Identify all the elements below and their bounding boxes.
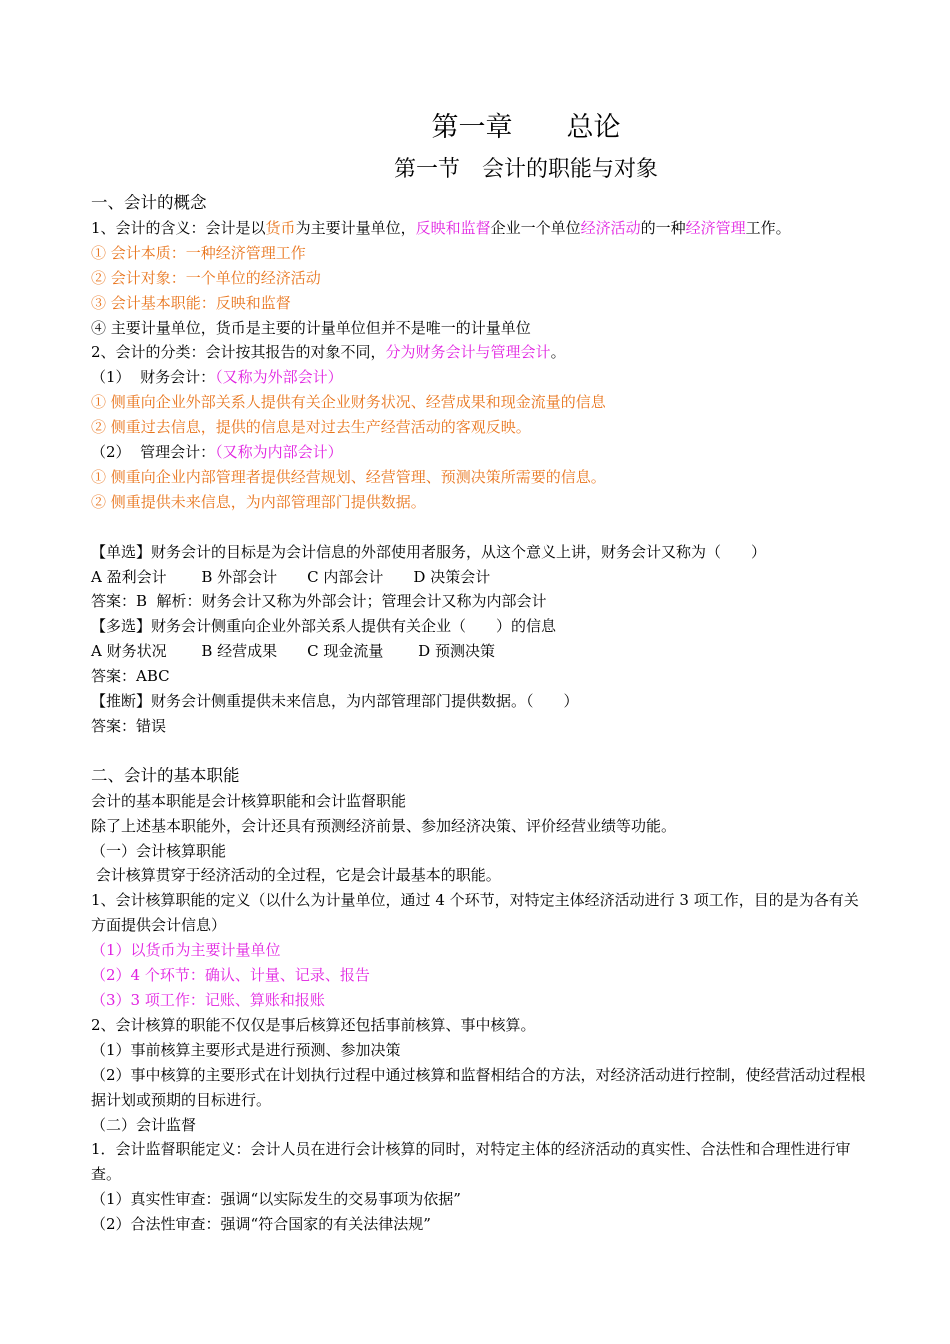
accounting-point-1: （1）以货币为主要计量单位: [91, 941, 281, 960]
authenticity-review: （1）真实性审查：强调“以实际发生的交易事项为依据”: [91, 1190, 461, 1209]
accounting-definition: 1、会计核算职能的定义（以什么为计量单位，通过 4 个环节，对特定主体经济活动进行 3 项工作，目的是为各有关方面提供会计信息）: [91, 891, 859, 935]
management-point-1: ① 侧重向企业内部管理者提供经营规划、经营管理、预测决策所需要的信息。: [91, 467, 606, 486]
section-title: 第一节 会计的职能与对象: [393, 157, 658, 182]
quiz-multi-answer: 答案：ABC: [91, 667, 170, 686]
heading-basic-functions: 二、会计的基本职能: [91, 765, 240, 785]
classification: 2、会计的分类：会计按其报告的对象不同，分为财务会计与管理会计。: [91, 343, 566, 362]
accounting-point-2: （2）4 个环节：确认、计量、记录、报告: [91, 966, 370, 985]
other-functions-line: 除了上述基本职能外，会计还具有预测经济前景、参加经济决策、评价经营业绩等功能。: [91, 816, 677, 835]
quiz-judge: 【推断】财务会计侧重提供未来信息，为内部管理部门提供数据。（ ）: [91, 692, 579, 711]
note-function: ③ 会计基本职能：反映和监督: [91, 293, 291, 312]
spacer: [91, 739, 871, 764]
quiz-single-answer: 答案：B 解析：财务会计又称为外部会计；管理会计又称为内部会计: [91, 592, 547, 611]
pre-accounting: （1）事前核算主要形式是进行预测、参加决策: [91, 1040, 401, 1059]
heading-accounting-function: （一）会计核算职能: [91, 841, 227, 860]
quiz-single-choice: 【单选】财务会计的目标是为会计信息的外部使用者服务，从这个意义上讲，财务会计又称为（ ）: [91, 542, 767, 561]
chapter-title: 第一章 总论: [431, 112, 621, 143]
accounting-scope: 2、会计核算的职能不仅仅是事后核算还包括事前核算、事中核算。: [91, 1015, 536, 1034]
document-page: [91, 108, 871, 1237]
financial-point-2: ② 侧重过去信息，提供的信息是对过去生产经营活动的客观反映。: [91, 418, 531, 437]
accounting-basic-line: 会计核算贯穿于经济活动的全过程，它是会计最基本的职能。: [91, 866, 501, 885]
note-essence: ① 会计本质：一种经济管理工作: [91, 243, 306, 262]
note-object: ② 会计对象：一个单位的经济活动: [91, 268, 321, 287]
mid-accounting: （2）事中核算的主要形式在计划执行过程中通过核算和监督相结合的方法，对经济活动进行控制，使经营活动过程根据计划或预期的目标进行。: [91, 1065, 866, 1109]
basic-functions-line: 会计的基本职能是会计核算职能和会计监督职能: [91, 791, 407, 810]
heading-supervision: （二）会计监督: [91, 1115, 197, 1134]
quiz-multi-options: A 财务状况 B 经营成果 C 现金流量 D 预测决策: [91, 642, 495, 661]
accounting-point-3: （3）3 项工作：记账、算账和报账: [91, 990, 325, 1009]
financial-accounting: （1） 财务会计：（又称为外部会计）: [91, 368, 343, 387]
financial-point-1: ① 侧重向企业外部关系人提供有关企业财务状况、经营成果和现金流量的信息: [91, 393, 606, 412]
heading-concept: 一、会计的概念: [91, 193, 207, 212]
spacer: [91, 515, 871, 540]
quiz-judge-answer: 答案：错误: [91, 717, 167, 736]
supervision-definition: 1．会计监督职能定义：会计人员在进行会计核算的同时，对特定主体的经济活动的真实性、合法性和合理性进行审查。: [91, 1140, 851, 1184]
concept-definition: 1、会计的含义：会计是以货币为主要计量单位，反映和监督企业一个单位经济活动的一种经济管理工作。: [91, 218, 791, 237]
management-point-2: ② 侧重提供未来信息，为内部管理部门提供数据。: [91, 492, 426, 511]
legality-review: （2）合法性审查：强调“符合国家的有关法律法规”: [91, 1215, 431, 1234]
quiz-single-options: A 盈利会计 B 外部会计 C 内部会计 D 决策会计: [91, 567, 491, 586]
management-accounting: （2） 管理会计：（又称为内部会计）: [91, 443, 343, 462]
quiz-multi-choice: 【多选】财务会计侧重向企业外部关系人提供有关企业（ ）的信息: [91, 617, 557, 636]
note-unit: ④ 主要计量单位，货币是主要的计量单位但并不是唯一的计量单位: [91, 318, 531, 337]
